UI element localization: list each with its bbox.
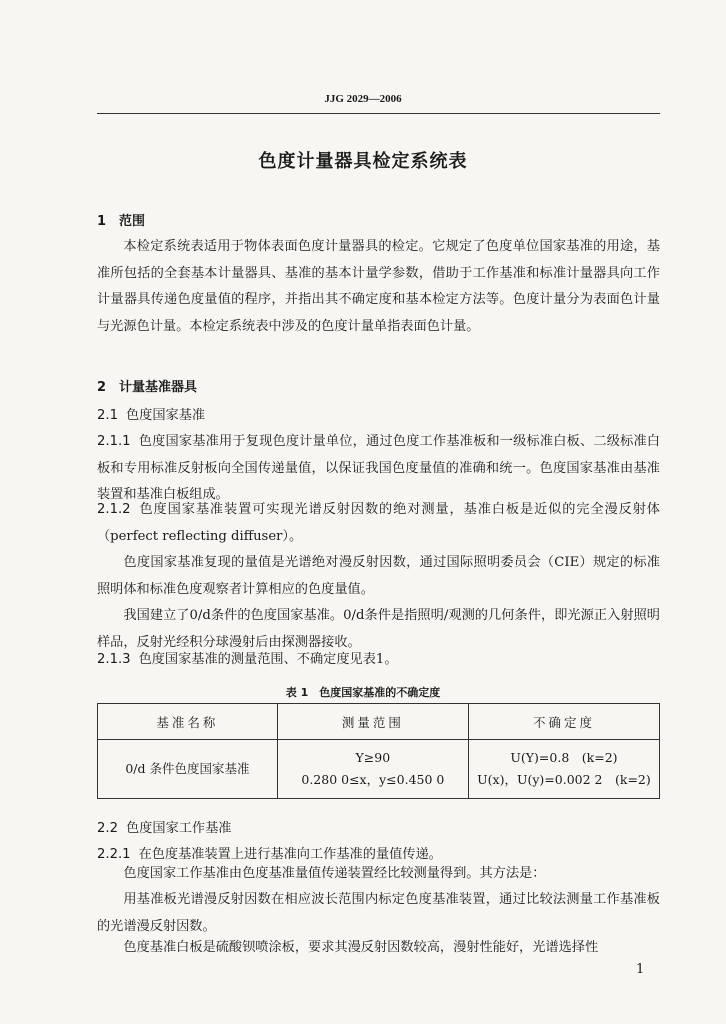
uncertainty-line: U(Y)=0.8 (k=2) (510, 750, 618, 765)
clause-text: 色度国家基准用于复现色度计量单位，通过色度工作基准板和一级标准白板、二级标准白板和专用标准反射板向全国传递量值，以保证我国色度量值的准确和统一。色度国家基准由基准装置和基准白板组成。 (97, 434, 660, 502)
clause-2-1-3 (97, 647, 660, 674)
table-cell-name: 0/d 条件色度国家基准 (98, 740, 278, 799)
uncertainty-line: U(x)，U(y)=0.002 2 (k=2) (477, 772, 651, 787)
clause-text: 色度国家基准的测量范围、不确定度见表1。 (138, 652, 398, 667)
clause-number: 2.1.2 (97, 502, 131, 517)
table-cell-uncertainty (468, 740, 659, 799)
table-header: 基准名称 (98, 704, 278, 740)
paragraph-calibration-method: 用基准板光谱漫反射因数在相应波长范围内标定色度基准装置，通过比较法测量工作基准板的光谱漫反射因数。 (97, 892, 660, 934)
header-rule (97, 113, 660, 114)
range-line: Y≥90 (355, 750, 391, 765)
table-header: 测量范围 (277, 704, 468, 740)
subsection-number: 2.1 (97, 408, 118, 423)
table-header-row (98, 704, 660, 740)
subsection-title: 色度国家基准 (125, 408, 206, 423)
section-2-heading (97, 376, 197, 395)
page-number: 1 (636, 962, 645, 977)
table-header: 不确定度 (468, 704, 659, 740)
section-number: 1 (97, 214, 107, 229)
subsection-2-2 (97, 816, 660, 843)
clause-text: 色度国家基准装置可实现光谱反射因数的绝对测量，基准白板是近似的完全漫反射体（perfect reflecting diffuser）。 (97, 502, 660, 544)
clause-text: 在色度基准装置上进行基准向工作基准的量值传递。 (138, 847, 442, 862)
section-number: 2 (97, 380, 107, 395)
range-line: 0.280 0≤x，y≤0.450 0 (301, 772, 445, 787)
section-title: 计量基准器具 (119, 380, 198, 395)
document-title: 色度计量器具检定系统表 (258, 151, 468, 172)
paragraph-0d-condition: 我国建立了0/d条件的色度国家基准。0/d条件是指照明/观测的几何条件，即光源正入射照明样品，反射光经积分球漫射后由探测器接收。 (97, 608, 660, 650)
subsection-title: 色度国家工作基准 (125, 821, 232, 836)
table-caption: 表 1 色度国家基准的不确定度 (285, 686, 441, 699)
paragraph-working-standard: 色度国家工作基准由色度基准量值传递装置经比较测量得到。其方法是： (123, 866, 546, 881)
clause-number: 2.1.1 (97, 434, 131, 449)
table-cell-range (277, 740, 468, 799)
clause-number: 2.2.1 (97, 847, 131, 862)
section-1-paragraph: 本检定系统表适用于物体表面色度计量器具的检定。它规定了色度单位国家基准的用途，基准所包括的全套基本计量器具、基准的基本计量学参数，借助于工作基准和标准计量器具向工作计量器具传递色度量值的程序，并指出其不确定度和基本检定方法等。色度计量分为表面色计量与光源色计量。本检定系统表中涉及的色度计量单指表面色计量。 (97, 239, 660, 334)
subsection-number: 2.2 (97, 821, 118, 836)
section-1-heading (97, 210, 145, 229)
page-header: JJG 2029—2006 (324, 93, 402, 105)
paragraph-white-board: 色度基准白板是硫酸钡喷涂板，要求其漫反射因数较高，漫射性能好，光谱选择性 (123, 940, 599, 955)
subsection-2-1 (97, 403, 660, 430)
clause-number: 2.1.3 (97, 652, 131, 667)
clause-2-1-2 (97, 497, 660, 550)
uncertainty-table (97, 703, 660, 799)
section-title: 范围 (119, 214, 146, 229)
paragraph-cie: 色度国家基准复现的量值是光谱绝对漫反射因数，通过国际照明委员会（CIE）规定的标准照明体和标准色度观察者计算相应的色度量值。 (97, 555, 660, 597)
table-row (98, 740, 660, 799)
